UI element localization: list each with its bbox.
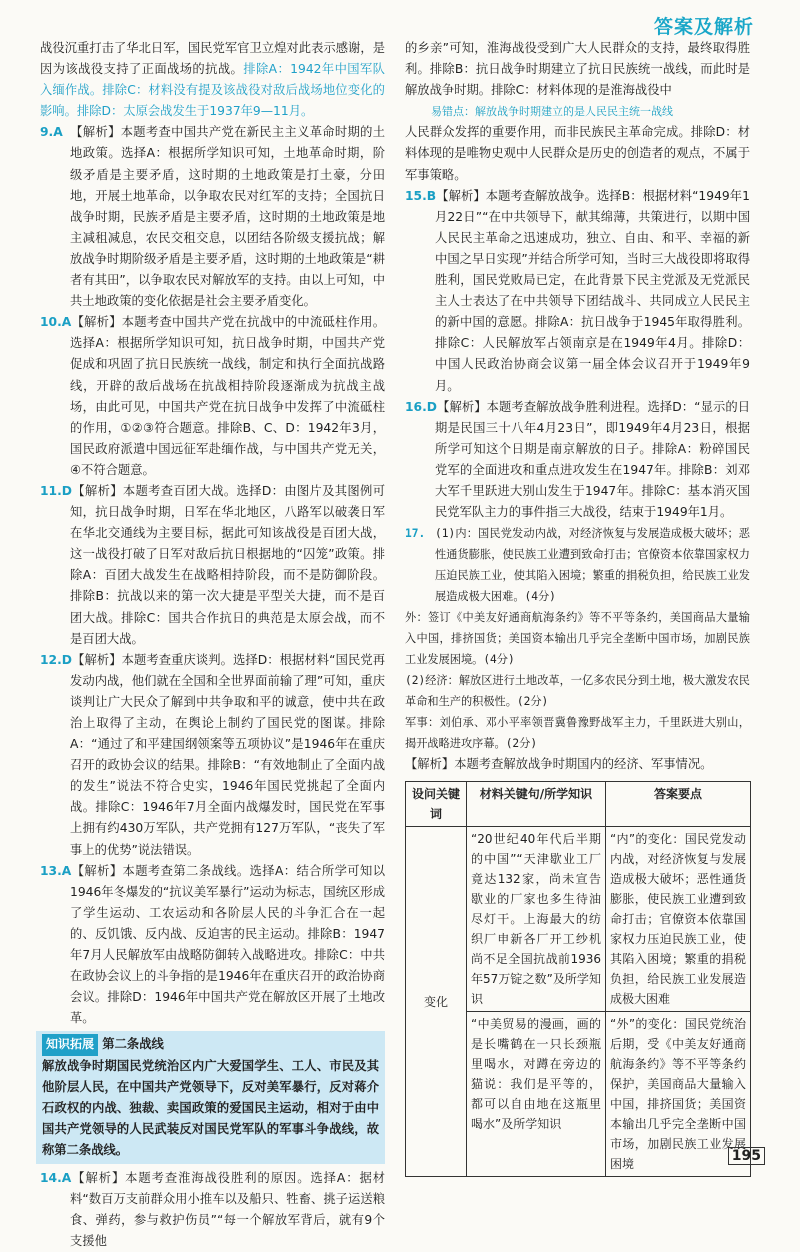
q17-answer-3: (2)经济：解放区进行土地改革，一亿多农民分到土地，极大激发农民革命和生产的积极性。(2分) xyxy=(405,674,750,709)
analysis-table xyxy=(405,781,751,1177)
page-number: 195 xyxy=(728,1147,765,1165)
table-header: 设问关键词 xyxy=(406,782,467,827)
q11: 11.D【解析】本题考查百团大战。选择D：由图片及其图例可知，抗日战争时期，日军在华北地区，八路军以破袭日军在华北交通线为主要目标，据此可知该战役是百团大战，这一战役打破了日军对敌后抗日根据地的“囚笼”政策。排除A：百团大战发生在战略相持阶段，而不是防御阶段。排除B：抗战以来的第一次大捷是平型关大捷，而不是百团大战。排除C：国共合作抗日的典范是太原会战，而不是百团大战。 xyxy=(40,483,385,646)
extension-text: 解放战争时期国民党统治区内广大爱国学生、工人、市民及其他阶层人民，在中国共产党领导下，反对美军暴行，反对蒋介石政权的内战、独裁、卖国政策的爱国民主运动，相对于由中国共产党领导的人民武装反对国民党军队的军事斗争战线，故称第二条战线。 xyxy=(42,1058,379,1157)
error-tip: 易错点：解放战争时期建立的是人民民主统一战线 xyxy=(431,105,673,119)
q14-continued: 的乡亲”可知，淮海战役受到广大人民群众的支持，最终取得胜利。排除B：抗日战争时期建立了抗日民族统一战线，而此时是解放战争时期。排除C：材料体现的是淮海战役中 xyxy=(405,41,750,98)
q8-continued: 战役沉重打击了华北日军，国民党军官卫立煌对此表示感谢，是因为该战役支持了正面战场的抗战。排除A：1942年中国军队入缅作战。排除C：材料没有提及该战役对敌后战场地位变化的影响。排除D：太原会战发生于1937年9—11月。 xyxy=(40,41,385,119)
table-header: 材料关键句/所学知识 xyxy=(467,782,606,827)
extension-title: 第二条战线 xyxy=(102,1037,164,1052)
table-cell: 变化 xyxy=(406,827,467,1177)
q13: 13.A【解析】本题考查第二条战线。选择A：结合所学可知以1946年冬爆发的“抗议美军暴行”运动为标志，国统区形成了学生运动、工农运动和各阶层人民的斗争汇合在一起的、反饥饿、反内战、反迫害的民主运动。排除B：1947年7月人民解放军由战略防御转入战略进攻。排除C：中共在政协会议上的斗争指的是1946年在重庆召开的政治协商会议。排除D：1946年中国共产党在解放区开展了土地改革。 xyxy=(40,863,385,1026)
q10: 10.A【解析】本题考查中国共产党在抗战中的中流砥柱作用。选择A：根据所学知识可知，抗日战争时期，中国共产党促成和巩固了抗日民族统一战线，制定和执行全面抗战路线，开辟的敌后战场在抗战相持阶段逐渐成为抗战主战场，由此可见，中国共产党在抗日战争中发挥了中流砥柱的作用，①②③符合题意。排除B、C、D：1942年3月，国民政府派遣中国远征军赴缅作战，与中国共产党无关，④不符合题意。 xyxy=(40,315,385,477)
table-cell: “中美贸易的漫画，画的是长嘴鹤在一只长颈瓶里喝水，对蹲在旁边的猫说：我们是平等的，都可以自由地在这瓶里喝水”及所学知识 xyxy=(467,1012,606,1177)
q17-answer-4: 军事：刘伯承、邓小平率领晋冀鲁豫野战军主力，千里跃进大别山，揭开战略进攻序幕。(2分) xyxy=(405,716,750,751)
left-column xyxy=(40,38,385,1252)
table-cell: “内”的变化：国民党发动内战，对经济恢复与发展造成极大破坏；恶性通货膨胀，使民族工业遭到致命打击；官僚资本依靠国家权力压迫民族工业，使其陷入困境；繁重的捐税负担，给民族工业发展造成极大困难 xyxy=(606,827,751,1012)
table-cell: “20世纪40年代后半期的中国”“天津歇业工厂竟达132家，尚未宣告歇业的厂家也多生待油尽灯干。上海最大的纺织厂申新各厂开工纱机尚不足全国抗战前1936年57万锭之数”及所学知识 xyxy=(467,827,606,1012)
q14-continued-2: 人民群众发挥的重要作用，而非民族民主革命完成。排除D：材料体现的是唯物史观中人民群众是历史的创造者的观点，不属于军事策略。 xyxy=(405,125,750,182)
q17-answer-1: 17. (1)内：国民党发动内战，对经济恢复与发展造成极大破坏；恶性通货膨胀，使民族工业遭到致命打击；官僚资本依靠国家权力压迫民族工业，使其陷入困境；繁重的捐税负担，给民族工业发展造成极大困难。(4分) xyxy=(405,527,750,604)
knowledge-extension-box xyxy=(36,1031,385,1164)
table-cell: “外”的变化：国民党统治后期，受《中美友好通商航海条约》等不平等条约保护，美国商品大量输入中国，排挤国货；美国资本输出几乎完全垄断中国市场，加剧民族工业发展困境 xyxy=(606,1012,751,1177)
q12: 12.D【解析】本题考查重庆谈判。选择D：根据材料“国民党再发动内战，他们就在全国和全世界面前输了理”可知，重庆谈判让广大民众了解到中共争取和平的诚意，使中共在政治上取得了主动，在舆论上制约了国民党的图谋。排除A：“通过了和平建国纲领案等五项协议”是1946年在重庆召开的政协会议的结果。排除B：“有效地制止了全面内战的发生”说法不符合史实，1946年国民党挑起了全面内战。排除C：1946年7月全面内战爆发时，国民党在军事上拥有约430万军队，共产党拥有127万军队，“丧失了军事上的优势”说法错误。 xyxy=(40,652,385,857)
q16: 16.D【解析】本题考查解放战争胜利进程。选择D：“显示的日期是民国三十八年4月23日”，即1949年4月23日，根据所学可知这个日期是南京解放的日子。排除A：粉碎国民党军的全面进攻和重点进攻发生在1947年。排除B：刘邓大军千里跃进大别山发生于1947年。排除C：基本消灭国民党军队主力的事件指三大战役，结束于1949年1月。 xyxy=(405,399,750,520)
q17-answer-2: 外：签订《中美友好通商航海条约》等不平等条约，美国商品大量输入中国，排挤国货；美国资本输出几乎完全垄断中国市场，加剧民族工业发展困境。(4分) xyxy=(405,611,750,667)
q9: 9.A 【解析】本题考查中国共产党在新民主主义革命时期的土地政策。选择A：根据所学知识可知，土地革命时期，阶级矛盾是主要矛盾，这时期的土地政策是打土豪，分田地，开展土地革命，以争取农民对红军的支持；全国抗日战争时期，民族矛盾是主要矛盾，这时期的土地政策是地主减租减息，农民交租交息，以团结各阶级支援抗战；解放战争时期阶级矛盾是主要矛盾，这时期的土地政策是“耕者有其田”，以争取农民对解放军的支持。由以上可知，中共土地政策的变化依据是社会主要矛盾变化。 xyxy=(40,125,385,309)
q15: 15.B【解析】本题考查解放战争。选择B：根据材料“1949年1月22日”“在中共领导下，献其绵薄，共策进行，以期中国人民民主革命之迅速成功，独立、自由、和平、幸福的新中国之早日实现”并结合所学可知，当时三大战役即将取得胜利，国民党败局已定，在此背景下民主党派及无党派民主人士表达了在中共领导下团结战斗、共同成立人民民主的新中国的意愿。排除A：抗日战争于1945年取得胜利。排除C：人民解放军占领南京是在1949年4月。排除D：中国人民政治协商会议第一届全体会议召开于1949年9月。 xyxy=(405,188,750,393)
extension-tag: 知识拓展 xyxy=(42,1034,98,1055)
q14: 14.A【解析】本题考查淮海战役胜利的原因。选择A：据材料“数百万支前群众用小推车以及船只、牲畜、挑子运送粮食、弹药，参与救护伤员”“每一个解放军背后，就有9个支援他 xyxy=(40,1170,385,1249)
right-column xyxy=(405,38,750,1177)
q17-analysis: 【解析】本题考查解放战争时期国内的经济、军事情况。 xyxy=(405,757,713,772)
page-header: 答案及解析 xyxy=(653,16,754,38)
table-header: 答案要点 xyxy=(606,782,751,827)
